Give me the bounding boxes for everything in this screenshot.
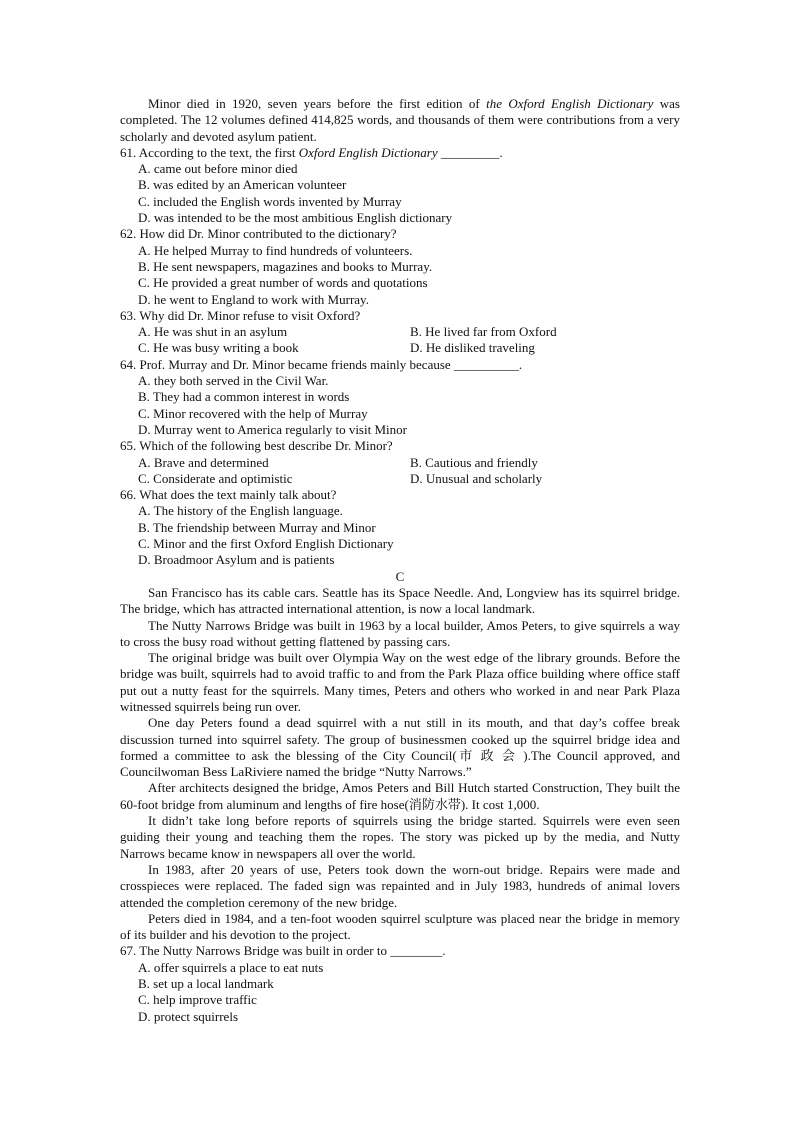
section-heading-c: C xyxy=(395,568,405,584)
option-row xyxy=(120,455,680,471)
option-row xyxy=(120,471,680,487)
option-c: C. Minor and the first Oxford English Dictionary xyxy=(138,536,394,552)
question-stem: 61. According to the text, the first Oxford English Dictionary _________. xyxy=(120,144,503,160)
dictionary-title: the Oxford English Dictionary xyxy=(486,96,654,111)
section-c-paragraph-6: It didn’t take long before reports of squirrels using the bridge started. Squirrels were even seen guiding their young and teaching them the ropes. The story was picked up by the media, and Nutty Narrows became know in newspapers all over the world. xyxy=(120,813,680,861)
option-a: A. came out before minor died xyxy=(138,161,298,177)
section-c-paragraph-7: In 1983, after 20 years of use, Peters took down the worn-out bridge. Repairs were made and crosspieces were replaced. The faded sign was repainted and in July 1983, hundreds of animal lovers attended the completion ceremony of the new bridge. xyxy=(120,861,680,910)
option-a: A. Brave and determined xyxy=(138,454,269,470)
section-c-paragraph-5: After architects designed the bridge, Amos Peters and Bill Hutch started Construction, They built the 60-foot bridge from aluminum and lengths of fire hose(消防水带). It cost 1,000. xyxy=(120,780,680,812)
option-d: D. Murray went to America regularly to visit Minor xyxy=(138,421,407,437)
option-b: B. The friendship between Murray and Minor xyxy=(138,519,376,535)
option-c: C. help improve traffic xyxy=(138,992,257,1008)
question-stem: 65. Which of the following best describe Dr. Minor? xyxy=(120,438,393,454)
option-c: C. Considerate and optimistic xyxy=(138,470,293,486)
option-d: D. was intended to be the most ambitious English dictionary xyxy=(138,210,453,226)
section-c-paragraph-8: Peters died in 1984, and a ten-foot wooden squirrel sculpture was placed near the bridge in memory of its builder and his devotion to the project. xyxy=(120,910,680,943)
option-c: C. Minor recovered with the help of Murray xyxy=(138,405,368,421)
option-d: D. He disliked traveling xyxy=(410,340,535,356)
question-63 xyxy=(120,308,680,357)
section-c-paragraph-1: San Francisco has its cable cars. Seattle has its Space Needle. And, Longview has its squirrel bridge. The bridge, which has attracted international attention, is now a local landmark. xyxy=(120,584,680,617)
section-c-paragraph-3: The original bridge was built over Olympia Way on the west edge of the library grounds. Before the bridge was built, squirrels had to avoid traffic to and from the Park Plaza office building where office staff put out a nutty feast for the squirrels. Many times, Peters and others who worked in and near Park Plaza witnessed squirrels being run over. xyxy=(120,650,680,714)
question-65 xyxy=(120,438,680,487)
option-d: D. protect squirrels xyxy=(138,1008,239,1024)
option-row xyxy=(120,340,680,356)
question-stem: 64. Prof. Murray and Dr. Minor became friends mainly because __________. xyxy=(120,356,523,372)
option-d: D. Unusual and scholarly xyxy=(410,470,543,486)
option-a: A. The history of the English language. xyxy=(138,503,343,519)
document-page xyxy=(120,96,680,1025)
option-a: A. offer squirrels a place to eat nuts xyxy=(138,959,324,975)
option-a: A. He helped Murray to find hundreds of volunteers. xyxy=(138,242,413,258)
question-62 xyxy=(120,226,680,307)
question-64 xyxy=(120,357,680,438)
question-stem: 67. The Nutty Narrows Bridge was built in order to ________. xyxy=(120,943,446,959)
option-c: C. He provided a great number of words and quotations xyxy=(138,275,428,291)
option-c: C. He was busy writing a book xyxy=(138,340,299,356)
option-row xyxy=(120,324,680,340)
question-61 xyxy=(120,145,680,226)
option-b: B. They had a common interest in words xyxy=(138,389,350,405)
option-b: B. He sent newspapers, magazines and books to Murray. xyxy=(138,258,433,274)
option-a: A. He was shut in an asylum xyxy=(138,324,288,340)
option-d: D. he went to England to work with Murray. xyxy=(138,291,369,307)
section-c-paragraph-4: One day Peters found a dead squirrel with a nut still in its mouth, and that day’s coffee break discussion turned into squirrel safety. The group of businessmen cooked up the squirrel bridge idea and formed a committee to ask the blessing of the City Council(市 政 会 ).The Council approved, and Councilwoman Bess LaRiviere named the bridge “Nutty Narrows.” xyxy=(120,715,680,780)
option-a: A. they both served in the Civil War. xyxy=(138,373,329,389)
option-b: B. was edited by an American volunteer xyxy=(138,177,347,193)
question-66 xyxy=(120,487,680,568)
question-stem: 63. Why did Dr. Minor refuse to visit Oxford? xyxy=(120,307,361,323)
option-b: B. He lived far from Oxford xyxy=(410,324,557,340)
option-d: D. Broadmoor Asylum and is patients xyxy=(138,552,335,568)
option-b: B. Cautious and friendly xyxy=(410,454,538,470)
question-67 xyxy=(120,943,680,1024)
question-stem: 66. What does the text mainly talk about? xyxy=(120,487,337,503)
option-b: B. set up a local landmark xyxy=(138,976,274,992)
question-stem: 62. How did Dr. Minor contributed to the dictionary? xyxy=(120,226,397,242)
section-c-paragraph-2: The Nutty Narrows Bridge was built in 1963 by a local builder, Amos Peters, to give squirrels a way to cross the busy road without getting flattened by passing cars. xyxy=(120,617,680,649)
passage-b-closing-paragraph: Minor died in 1920, seven years before the first edition of the Oxford English Dictionary was completed. The 12 volumes defined 414,825 words, and thousands of them were contributions from a very scholarly and devoted asylum patient. xyxy=(120,96,680,144)
option-c: C. included the English words invented by Murray xyxy=(138,193,402,209)
